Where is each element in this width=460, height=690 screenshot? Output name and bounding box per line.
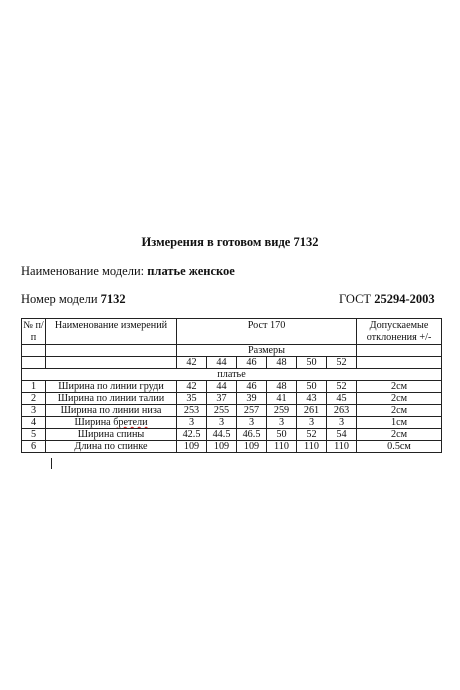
value-cell: 3 (267, 417, 297, 429)
value-cell: 3 (297, 417, 327, 429)
col-name-header: Наименование измерений (46, 319, 177, 345)
measurement-name-part: Ширина (74, 417, 114, 428)
table-row (22, 345, 442, 357)
table-row (22, 381, 442, 393)
value-cell: 42.5 (177, 429, 207, 441)
value-cell: 41 (267, 393, 297, 405)
value-cell: 45 (327, 393, 357, 405)
section-label: платье (22, 369, 442, 381)
measurements-table (21, 318, 442, 453)
value-cell: 255 (207, 405, 237, 417)
row-number: 5 (22, 429, 46, 441)
row-number: 4 (22, 417, 46, 429)
value-cell: 50 (297, 381, 327, 393)
row-number: 1 (22, 381, 46, 393)
table-row (22, 405, 442, 417)
value-cell: 54 (327, 429, 357, 441)
value-cell: 44 (207, 381, 237, 393)
gost-line (339, 292, 435, 307)
size-cell: 48 (267, 357, 297, 369)
value-cell: 3 (207, 417, 237, 429)
size-cell: 52 (327, 357, 357, 369)
table-row (22, 393, 442, 405)
value-cell: 109 (237, 441, 267, 453)
gost-value: 25294-2003 (374, 292, 435, 306)
value-cell: 261 (297, 405, 327, 417)
tolerance-cell: 0.5см (357, 441, 442, 453)
spellcheck-underlined-word: бретели (113, 417, 148, 428)
size-cell: 42 (177, 357, 207, 369)
value-cell: 46 (237, 381, 267, 393)
value-cell: 263 (327, 405, 357, 417)
value-cell: 50 (267, 429, 297, 441)
col-number-header: № п/п (23, 320, 44, 343)
value-cell: 37 (207, 393, 237, 405)
measurement-name: Ширина по линии груди (46, 381, 177, 393)
value-cell: 259 (267, 405, 297, 417)
value-cell: 109 (207, 441, 237, 453)
measurement-name: Длина по спинке (46, 441, 177, 453)
row-number: 2 (22, 393, 46, 405)
value-cell: 39 (237, 393, 267, 405)
tolerance-cell: 2см (357, 429, 442, 441)
value-cell: 253 (177, 405, 207, 417)
model-number-line (21, 292, 126, 307)
measurement-name: Ширина спины (46, 429, 177, 441)
text-cursor[interactable] (51, 458, 52, 469)
table-row (22, 429, 442, 441)
value-cell: 110 (267, 441, 297, 453)
measurement-name: Ширина по линии низа (46, 405, 177, 417)
value-cell: 44.5 (207, 429, 237, 441)
value-cell: 52 (327, 381, 357, 393)
value-cell: 110 (327, 441, 357, 453)
value-cell: 257 (237, 405, 267, 417)
tolerance-cell: 2см (357, 405, 442, 417)
row-number: 3 (22, 405, 46, 417)
row-number: 6 (22, 441, 46, 453)
value-cell: 3 (327, 417, 357, 429)
col-height-header: Рост 170 (177, 319, 357, 345)
sizes-label: Размеры (177, 345, 357, 357)
value-cell: 3 (237, 417, 267, 429)
value-cell: 35 (177, 393, 207, 405)
table-row (22, 369, 442, 381)
size-cell: 46 (237, 357, 267, 369)
tolerance-cell: 2см (357, 381, 442, 393)
value-cell: 43 (297, 393, 327, 405)
col-tolerance-header: Допускаемые отклонения +/- (357, 319, 442, 345)
size-cell: 50 (297, 357, 327, 369)
table-row (22, 441, 442, 453)
table-header-row (22, 319, 442, 345)
tolerance-cell: 2см (357, 393, 442, 405)
model-number-value: 7132 (100, 292, 126, 306)
document-title: Измерения в готовом виде 7132 (141, 235, 319, 249)
value-cell: 42 (177, 381, 207, 393)
model-number-label: Номер модели (21, 292, 101, 306)
gost-label: ГОСТ (339, 292, 375, 306)
model-name-label: Наименование модели: (21, 264, 148, 278)
size-cell: 44 (207, 357, 237, 369)
model-name-line (21, 264, 235, 279)
measurement-name: Ширина по линии талии (46, 393, 177, 405)
measurement-name (46, 417, 177, 429)
value-cell: 52 (297, 429, 327, 441)
value-cell: 46.5 (237, 429, 267, 441)
value-cell: 109 (177, 441, 207, 453)
value-cell: 3 (177, 417, 207, 429)
model-name-value: платье женское (147, 264, 235, 278)
table-row (22, 417, 442, 429)
value-cell: 110 (297, 441, 327, 453)
table-row (22, 357, 442, 369)
value-cell: 48 (267, 381, 297, 393)
tolerance-cell: 1см (357, 417, 442, 429)
